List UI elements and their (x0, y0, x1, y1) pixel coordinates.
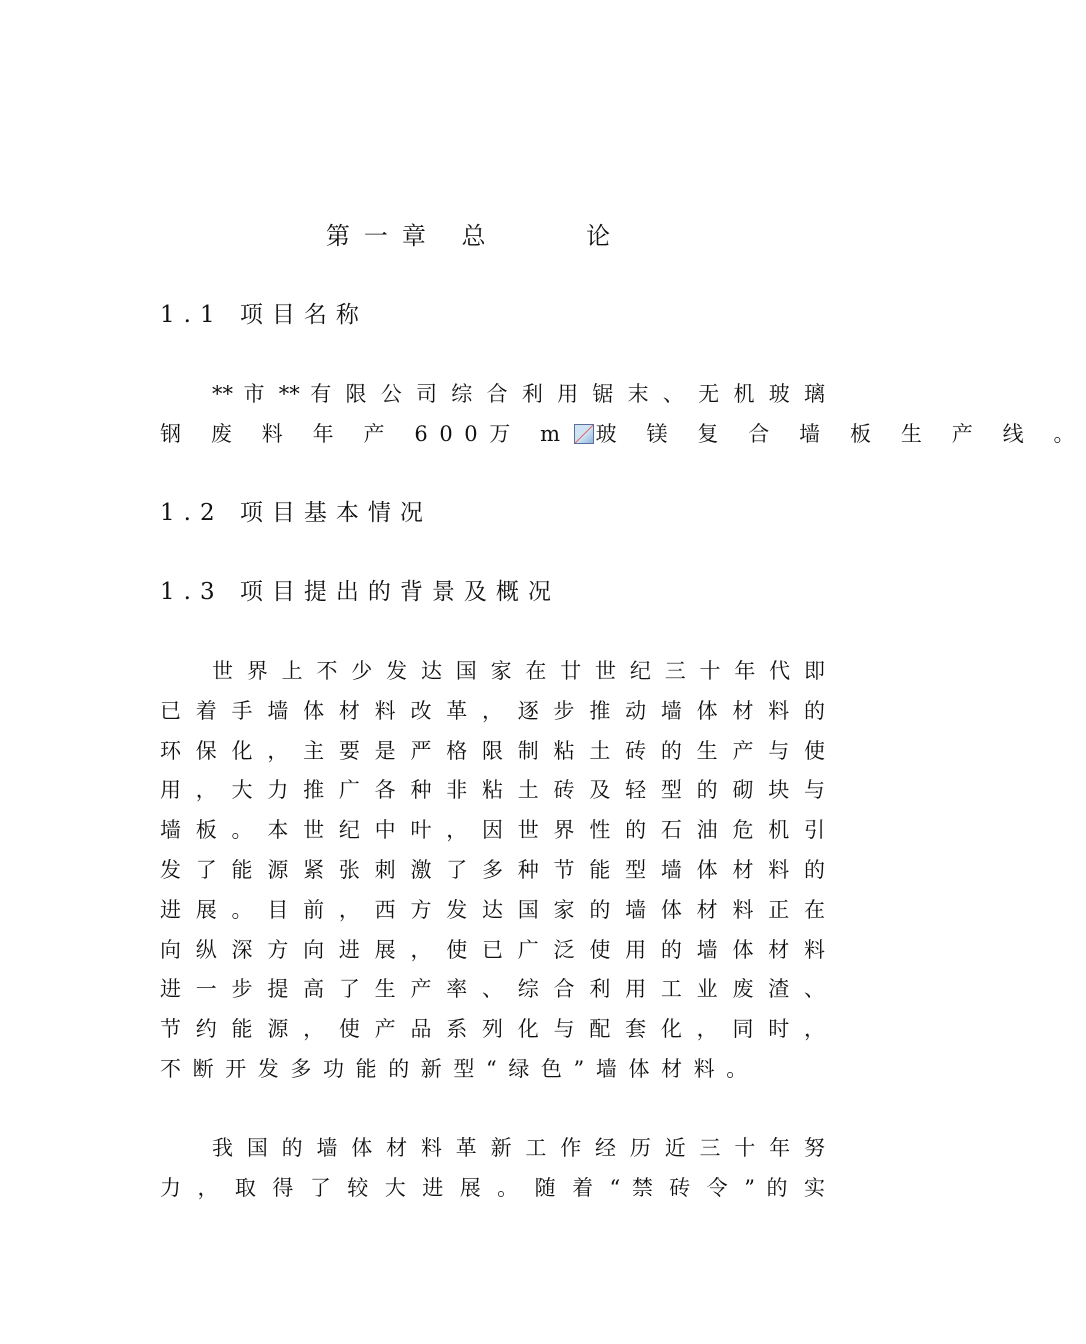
paragraph-line: 世 界 上 不 少 发 达 国 家 在 廿 世 纪 三 十 年 代 即 (212, 659, 825, 683)
cubic-meter-icon (574, 424, 594, 444)
section-heading-1-3: 1.3 项目提出的背景及概况 (160, 579, 560, 605)
paragraph-line: ** 市 ** 有 限 公 司 综 合 利 用 锯 末 、 无 机 玻 璃 (212, 382, 825, 406)
paragraph-line: 向 纵 深 方 向 进 展 ， 使 已 广 泛 使 用 的 墙 体 材 料 (160, 937, 825, 962)
paragraph-line: 已 着 手 墙 体 材 料 改 革 ， 逐 步 推 动 墙 体 材 料 的 (160, 698, 825, 723)
paragraph-line: 发 了 能 源 紧 张 刺 激 了 多 种 节 能 型 墙 体 材 料 的 (160, 857, 825, 882)
project-name-paragraph (160, 375, 1086, 455)
paragraph-line: 力 ， 取 得 了 较 大 进 展 。 随 着 “ 禁 砖 令 ” 的 实 (160, 1175, 825, 1200)
paragraph-line: 我 国 的 墙 体 材 料 革 新 工 作 经 历 近 三 十 年 努 (212, 1136, 825, 1160)
paragraph-line-part: 钢 废 料 年 产 600万 m (160, 421, 572, 446)
paragraph-line: 用 ， 大 力 推 广 各 种 非 粘 土 砖 及 轻 型 的 砌 块 与 (160, 778, 825, 803)
paragraph-line: 节 约 能 源 ， 使 产 品 系 列 化 与 配 套 化 ， 同 时 ， (160, 1017, 825, 1042)
paragraph-line: 进 展 。 目 前 ， 西 方 发 达 国 家 的 墙 体 材 料 正 在 (160, 897, 825, 922)
section-heading-1-2: 1.2 项目基本情况 (160, 500, 432, 526)
section-heading-1-1: 1.1 项目名称 (160, 302, 368, 328)
background-paragraph-2 (160, 1129, 825, 1209)
paragraph-line: 不断开发多功能的新型“绿色”墙体材料。 (160, 1056, 759, 1081)
chapter-title: 第一章 总 论 (325, 222, 625, 250)
paragraph-line: 进 一 步 提 高 了 生 产 率 、 综 合 利 用 工 业 废 渣 、 (160, 977, 825, 1002)
paragraph-line: 环 保 化 ， 主 要 是 严 格 限 制 粘 土 砖 的 生 产 与 使 (160, 738, 825, 763)
paragraph-line-part: 玻 镁 复 合 墙 板 生 产 线 。 (595, 421, 1086, 446)
background-paragraph-1 (160, 652, 825, 1090)
paragraph-line (160, 415, 1086, 455)
paragraph-line: 墙 板 。 本 世 纪 中 叶 ， 因 世 界 性 的 石 油 危 机 引 (160, 818, 825, 843)
